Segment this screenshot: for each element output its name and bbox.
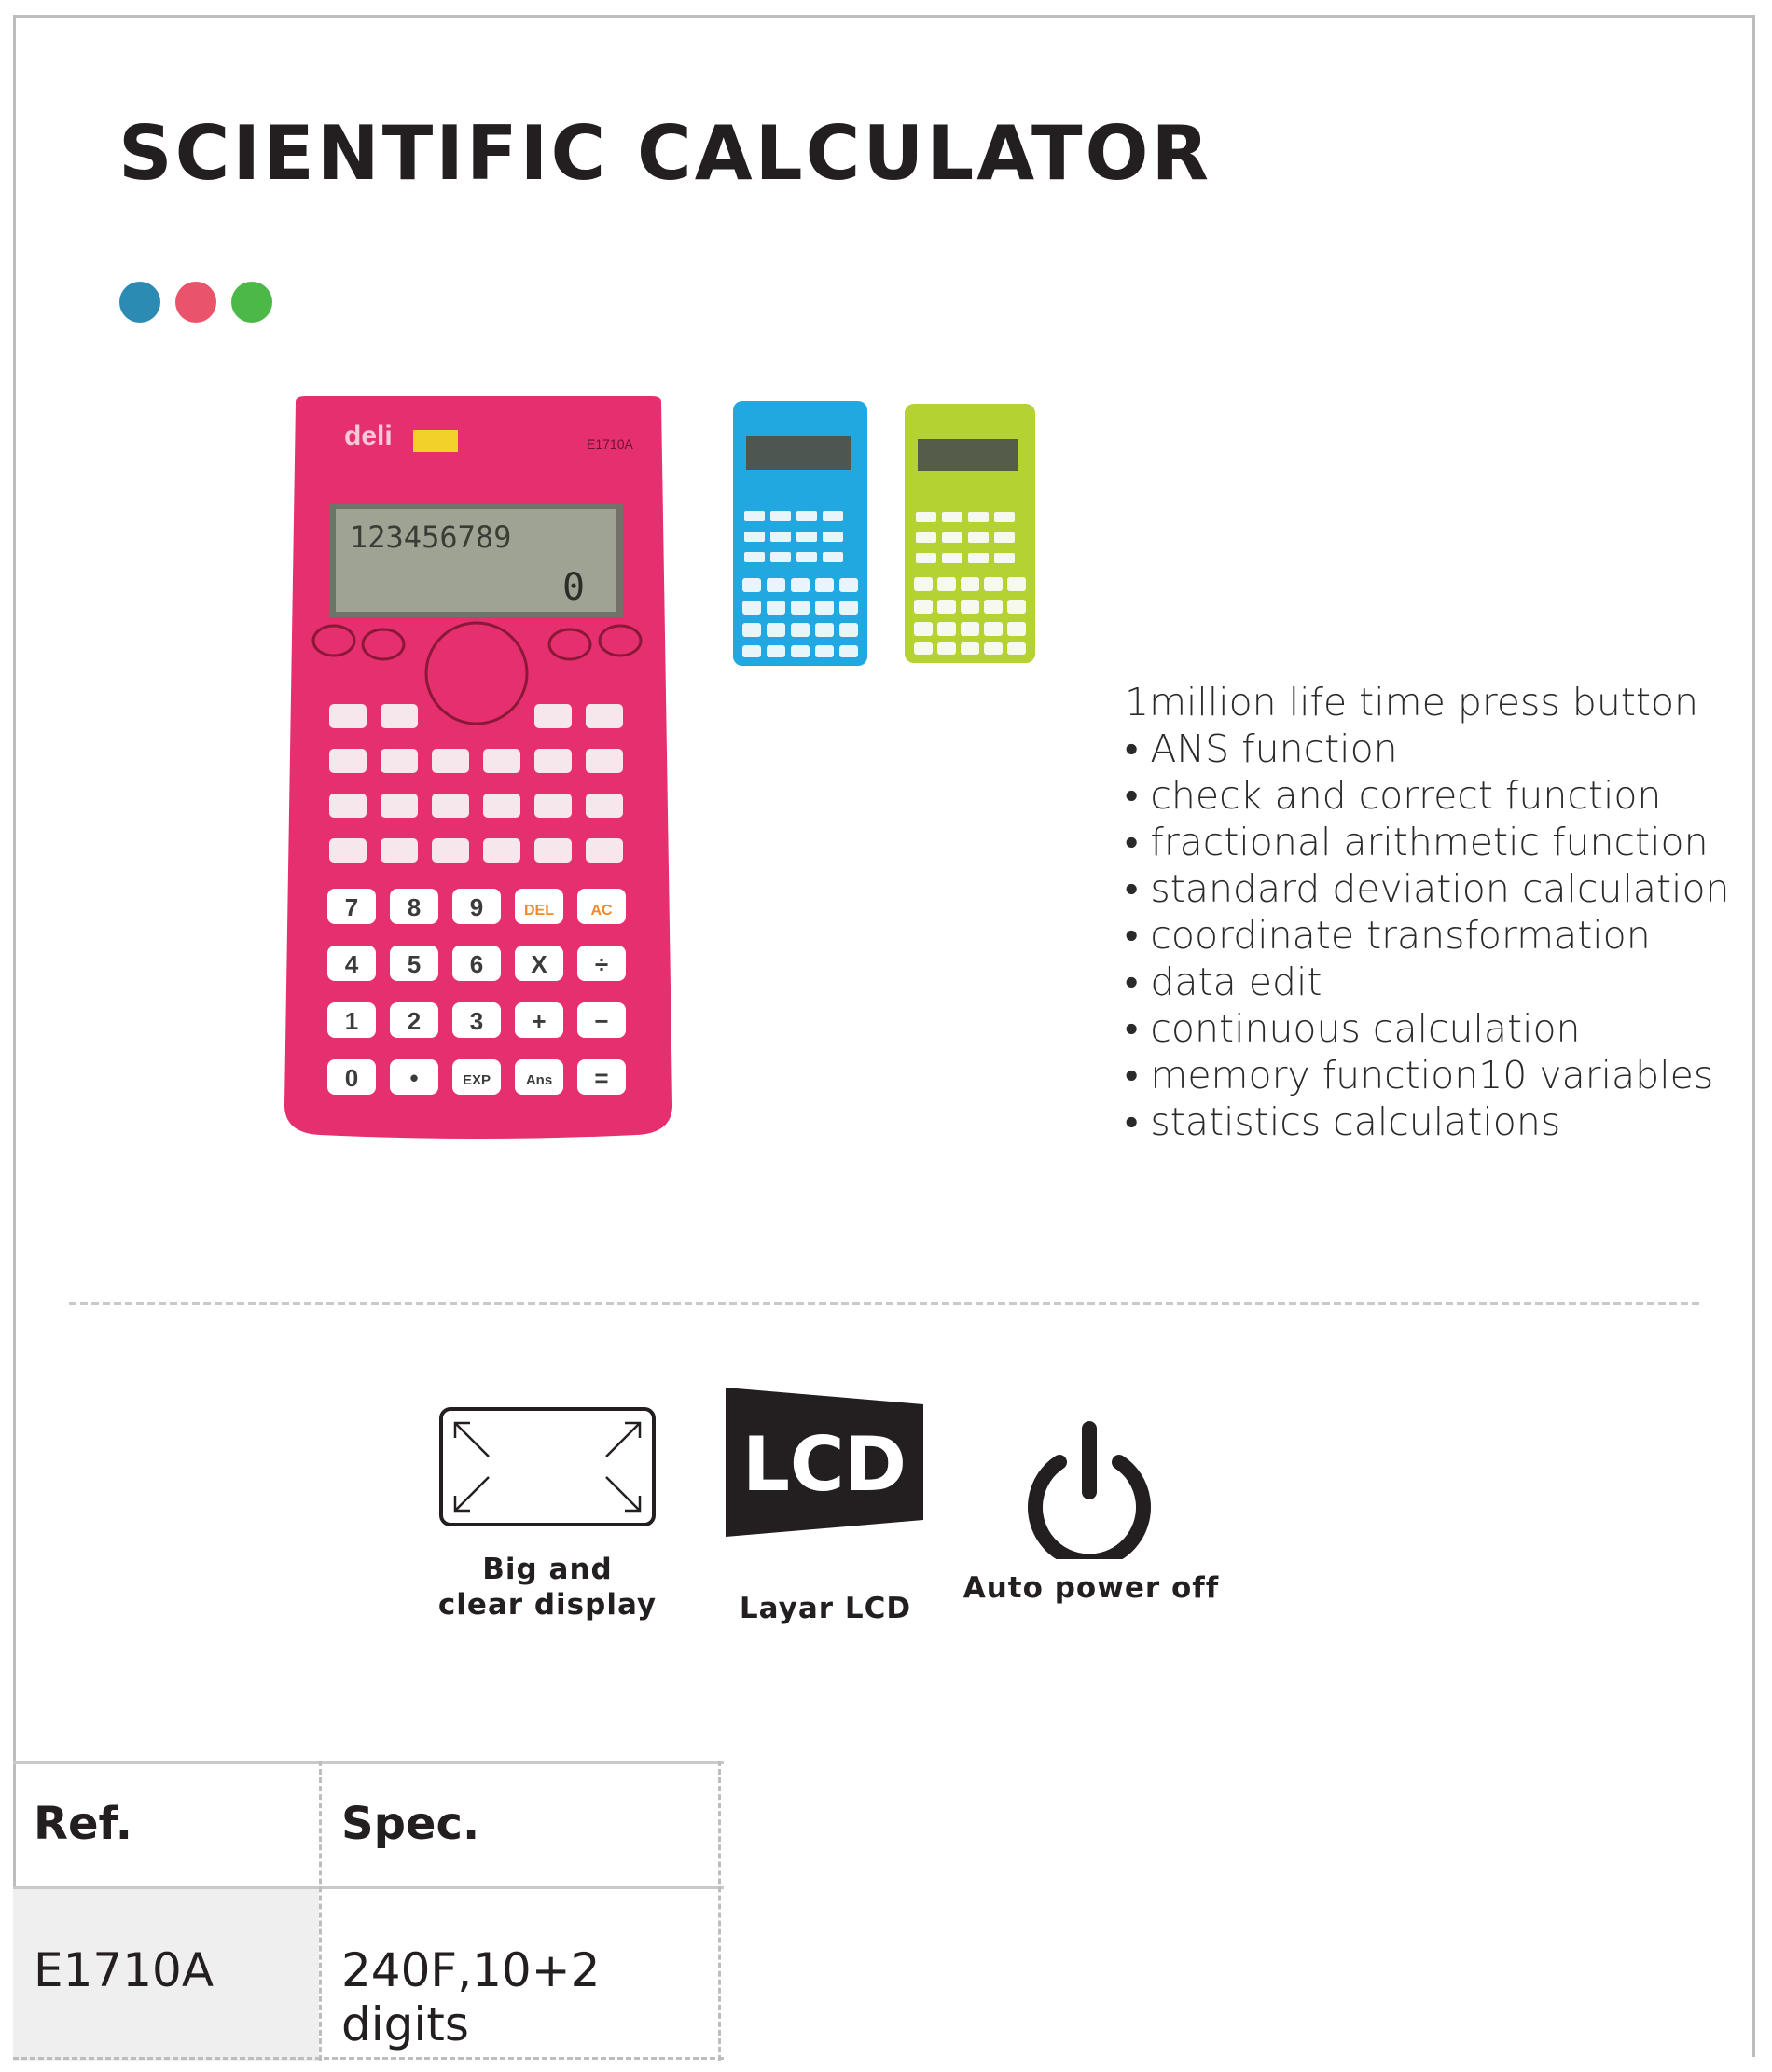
expand-display-icon — [438, 1406, 657, 1527]
key-equals: = — [594, 1064, 609, 1092]
key-ans: Ans — [525, 1072, 553, 1088]
feature-item: • data edit — [1125, 960, 1322, 1004]
section-divider — [69, 1302, 1699, 1305]
table-cell-spec: 240F,10+2 digits — [341, 1943, 601, 2051]
key-dot: • — [409, 1064, 419, 1092]
table-header-ref: Ref. — [34, 1798, 133, 1850]
feature-item: 1million life time press button — [1125, 680, 1699, 725]
display-digits: 123456789 — [350, 519, 512, 555]
feature-item: • coordinate transformation — [1125, 913, 1651, 958]
key-ac: AC — [590, 903, 613, 919]
key-0: 0 — [344, 1064, 359, 1092]
table-header-spec: Spec. — [341, 1798, 480, 1850]
key-plus: + — [532, 1007, 547, 1035]
power-caption: Auto power off — [962, 1571, 1220, 1605]
color-options — [119, 282, 272, 323]
brand-logo: deli — [344, 421, 393, 451]
color-dot-blue[interactable] — [119, 282, 160, 323]
key-6: 6 — [469, 950, 484, 978]
feature-item: • check and correct function — [1125, 773, 1662, 818]
feature-item: • fractional arithmetic function — [1125, 820, 1709, 864]
display-caption-line2: clear display — [437, 1588, 658, 1622]
feature-item: • ANS function — [1125, 726, 1398, 771]
feature-list — [1125, 679, 1730, 1145]
key-4: 4 — [344, 950, 359, 978]
key-8: 8 — [407, 893, 422, 921]
lcd-icon — [722, 1388, 925, 1537]
key-del: DEL — [524, 903, 554, 919]
calculator-image-blue — [731, 401, 871, 668]
feature-item: • memory function10 variables — [1125, 1053, 1714, 1098]
key-1: 1 — [344, 1007, 359, 1035]
display-caption — [415, 1552, 680, 1623]
calculator-image-pink — [283, 396, 674, 1142]
key-9: 9 — [469, 893, 484, 921]
power-icon — [1022, 1419, 1156, 1559]
feature-item: • standard deviation calculation — [1125, 866, 1730, 911]
model-badge: E1710A — [587, 436, 633, 451]
spec-table — [13, 1761, 724, 2061]
display-caption-line1: Big and — [482, 1553, 613, 1586]
key-7: 7 — [344, 893, 359, 921]
feature-item: • continuous calculation — [1125, 1006, 1581, 1051]
table-cell-ref: E1710A — [34, 1943, 215, 1997]
key-multiply: X — [531, 950, 547, 978]
key-2: 2 — [407, 1007, 422, 1035]
color-dot-green[interactable] — [231, 282, 272, 323]
feature-item: • statistics calculations — [1125, 1099, 1561, 1144]
lcd-icon-text: LCD — [741, 1421, 907, 1508]
key-divide: ÷ — [594, 950, 609, 978]
color-dot-pink[interactable] — [175, 282, 216, 323]
calculator-image-green — [903, 404, 1039, 665]
lcd-caption: Layar LCD — [739, 1592, 912, 1625]
key-5: 5 — [407, 950, 422, 978]
display-result: 0 — [562, 566, 586, 609]
key-minus: − — [594, 1007, 609, 1035]
key-3: 3 — [469, 1007, 484, 1035]
page-title: SCIENTIFIC CALCULATOR — [118, 110, 1212, 197]
key-exp: EXP — [462, 1072, 491, 1088]
